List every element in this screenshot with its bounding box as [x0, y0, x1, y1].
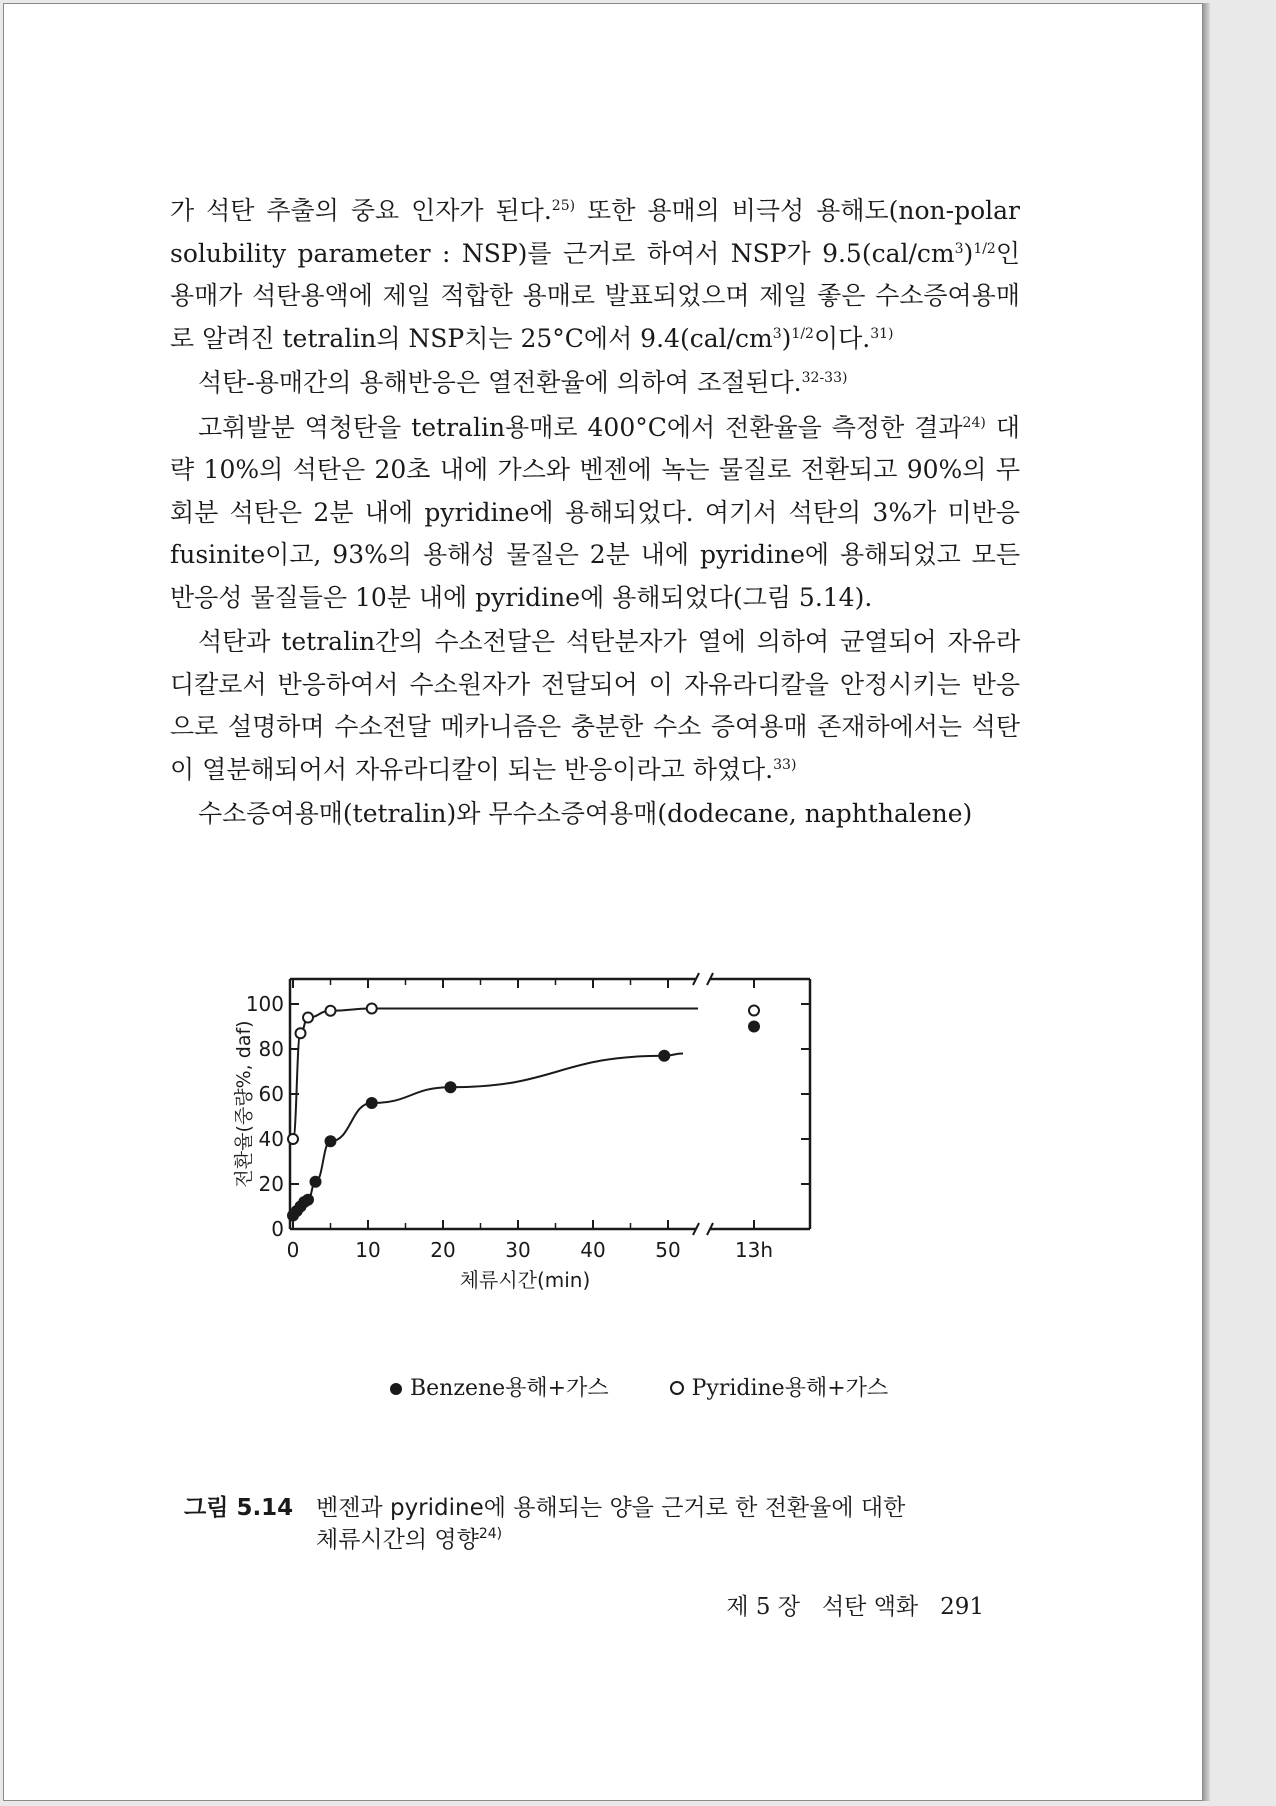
conversion-chart	[233, 969, 960, 1309]
body-text	[170, 190, 1020, 836]
paragraph-3	[170, 407, 1020, 620]
text-run: 대략 10%의 석탄은 20초 내에 가스와 벤젠에 녹는 물질로 전환되고 90%의 무회분 석탄은 2분 내에 pyridine에 용해되었다. 여기서 석탄의 3%가 미반응 fusinite이고, 93%의 용해성 물질은 2분 내에 pyridine에 용해되었고 모든 반응성 물질들은 10분 내에 pyridine에 용해되었다(그림 5.14).	[170, 412, 1020, 612]
caption-number: 그림 5.14	[184, 1495, 294, 1521]
citation-superscript: 24)	[962, 414, 986, 431]
x-tick-label: 10	[355, 1238, 381, 1262]
text-run: 이다.	[813, 323, 871, 353]
y-tick-label: 0	[271, 1217, 284, 1241]
paragraph-5	[170, 793, 1020, 836]
citation-superscript: 3	[954, 240, 964, 257]
benzene-point	[658, 1050, 670, 1062]
benzene-point	[366, 1097, 378, 1109]
x-tick-label: 50	[655, 1238, 681, 1262]
figure-5-14	[233, 969, 960, 1489]
benzene-point	[325, 1135, 337, 1147]
footer-chapter: 제 5 장	[726, 1594, 801, 1620]
x-tick-label: 0	[286, 1238, 300, 1262]
caption-reference: 24)	[478, 1526, 503, 1542]
figure-caption	[184, 1492, 1014, 1556]
benzene-point	[302, 1194, 314, 1206]
benzene-point	[310, 1176, 322, 1188]
pyridine-point	[326, 1006, 336, 1016]
pyridine-point	[288, 1134, 298, 1144]
text-run: 수소증여용매(tetralin)와 무수소증여용매(dodecane, naphthalene)	[198, 799, 973, 828]
legend-item-pyridine	[670, 1371, 889, 1402]
citation-superscript: 1/2	[973, 240, 996, 257]
caption-line-2: 체류시간의 영향	[316, 1527, 479, 1553]
text-run: )	[781, 323, 792, 353]
x-tick-label: 40	[580, 1238, 606, 1262]
legend-label-benzene: Benzene용해+가스	[410, 1376, 609, 1401]
legend-item-benzene	[390, 1371, 609, 1402]
x-axis-label: 체류시간(min)	[459, 1268, 591, 1292]
pyridine-point	[296, 1028, 306, 1038]
text-run: 가 석탄 추출의 중요 인자가 된다.	[170, 196, 552, 225]
benzene-point-13h	[748, 1021, 760, 1033]
paragraph-4	[170, 621, 1020, 791]
legend-label-pyridine: Pyridine용해+가스	[691, 1376, 889, 1401]
text-run: 또한 용매의 비극성 용해도(non-polar solubility parameter : NSP)를 근거로 하여서 NSP가 9.5(cal/cm	[170, 196, 1020, 268]
citation-superscript: 31)	[870, 325, 894, 342]
citation-superscript: 32-33)	[801, 370, 848, 386]
pyridine-point	[367, 1004, 377, 1014]
filled-circle-icon	[390, 1383, 402, 1395]
pyridine-point	[303, 1013, 313, 1023]
text-run: 석탄-용매간의 용해반응은 열전환율에 의하여 조절된다.	[198, 368, 802, 397]
citation-superscript: 1/2	[791, 325, 814, 342]
paragraph-1	[170, 190, 1020, 360]
y-tick-label: 80	[258, 1037, 284, 1061]
page-edge	[1203, 3, 1210, 1801]
footer-title: 석탄 액화	[821, 1594, 919, 1620]
citation-superscript: 33)	[773, 756, 797, 773]
pyridine-point-13h	[749, 1006, 759, 1016]
text-run: 석탄과 tetralin간의 수소전달은 석탄분자가 열에 의하여 균열되어 자유라디칼로서 반응하여서 수소원자가 전달되어 이 자유라디칼을 안정시키는 반응으로 설명하며 수소전달 메카니즘은 충분한 수소 증여용매 존재하에서는 석탄이 열분해되어서 자유라디칼이 되는 반응이라고 하였다.	[170, 627, 1020, 784]
citation-superscript: 25)	[551, 198, 576, 214]
x-tick-label: 20	[430, 1238, 456, 1262]
text-run: 고휘발분 역청탄을 tetralin용매로 400°C에서 전환율을 측정한 결과	[198, 412, 963, 442]
x-tick-label-13h: 13h	[734, 1238, 774, 1262]
paragraph-2	[170, 362, 1020, 405]
y-tick-label: 60	[258, 1082, 284, 1106]
y-tick-label: 100	[245, 992, 284, 1016]
x-tick-label: 30	[505, 1238, 531, 1262]
open-circle-icon	[670, 1381, 684, 1395]
benzene-point	[445, 1081, 457, 1093]
y-tick-label: 40	[258, 1127, 284, 1151]
benzene-curve	[293, 1054, 683, 1216]
text-run: 인 용매가 석탄용액에 제일 적합한 용매로 발표되었으며 제일 좋은 수소증여용매로 알려진 tetralin의 NSP치는 25°C에서 9.4(cal/cm	[170, 238, 1020, 353]
text-run: )	[963, 238, 974, 268]
y-tick-label: 20	[258, 1172, 284, 1196]
caption-line-1: 벤젠과 pyridine에 용해되는 양을 근거로 한 전환율에 대한	[316, 1495, 906, 1521]
chart-legend	[390, 1371, 950, 1402]
citation-superscript: 3	[772, 325, 782, 342]
y-axis-label: 전환율(중량%, daf)	[233, 1020, 255, 1188]
page-footer	[724, 1588, 984, 1621]
document-page	[3, 3, 1203, 1801]
page-number: 291	[940, 1594, 984, 1620]
